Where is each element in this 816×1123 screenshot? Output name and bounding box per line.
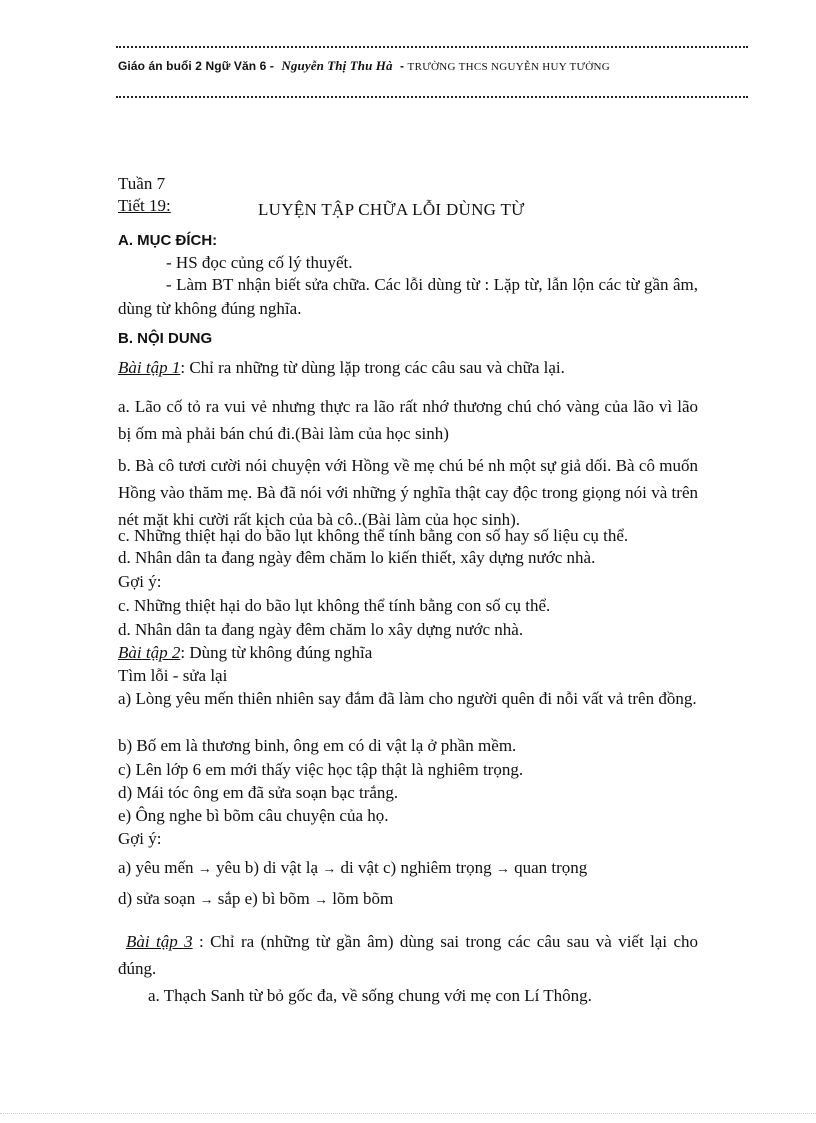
section-b-heading: B. NỘI DUNG [118,330,213,347]
arrow-icon: → [495,862,510,877]
exercise-2-prompt: : Dùng từ không đúng nghĩa [180,643,373,662]
hint-2-quan-trong: quan trọng [514,858,588,877]
week-label: Tuần 7 [118,174,166,193]
objective-2: - Làm BT nhận biết sửa chữa. Các lỗi dùng từ : Lặp từ, lẫn lộn các từ gần âm, dùng từ không đúng nghĩa. [118,275,698,318]
arrow-icon: → [199,893,214,908]
hint-1-d: d. Nhân dân ta đang ngày đêm chăm lo xây dựng nước nhà. [118,620,524,639]
lesson-label: Tiết 19: [118,196,171,215]
arrow-icon: → [322,862,337,877]
section-a-heading: A. MỤC ĐÍCH: [118,232,218,249]
exercise-1-item-c: c. Những thiệt hại do bão lụt không thể tính bằng con số hay số liệu cụ thể. [118,526,629,545]
page-header [118,58,610,74]
exercise-2-label: Bài tập 2 [118,643,181,662]
hint-1-c: c. Những thiệt hại do bão lụt không thể tính bằng con số cụ thể. [118,596,551,615]
exercise-3-prompt: : Chỉ ra (những từ gần âm) dùng sai trong các câu sau và viết lại cho đúng. [118,932,698,978]
exercise-2-heading [118,643,372,663]
header-course: Giáo án buổi 2 Ngữ Văn 6 - [118,59,274,73]
exercise-2-item-d: d) Mái tóc ông em đã sửa soạn bạc trắng. [118,783,399,802]
exercise-1-label: Bài tập 1 [118,358,181,377]
hint-2-nghiem-trong: di vật c) nghiêm trọng [340,858,492,877]
hint-2-di-vat: yêu b) di vật lạ [216,858,318,877]
hint-1-label: Gợi ý: [118,572,162,591]
arrow-icon: → [314,893,329,908]
header-school: TRƯỜNG THCS NGUYỄN HUY TƯỞNG [407,61,611,73]
hint-2-bi-bom: sắp e) bì bõm [217,889,310,908]
objective-1: - HS đọc củng cố lý thuyết. [166,253,353,272]
page-title: LUYỆN TẬP CHỮA LỖI DÙNG TỪ [258,200,525,219]
header-author: Nguyễn Thị Thu Hà [281,58,393,73]
hint-2-line-1 [118,858,587,878]
exercise-1-item-d: d. Nhân dân ta đang ngày đêm chăm lo kiến thiết, xây dựng nước nhà. [118,548,596,567]
exercise-3-label: Bài tập 3 [126,932,193,951]
exercise-1-item-b: b. Bà cô tươi cười nói chuyện với Hồng về mẹ chú bé nh một sự giả dối. Bà cô muốn Hồng vào thăm mẹ. Bà đã nói với những ý nghĩa thật cay độc trong giọng nói và trên nét mặt khi cười rất kịch của bà cô..(Bài làm của học sinh). [118,456,698,529]
arrow-icon: → [197,862,212,877]
exercise-2-item-b: b) Bố em là thương binh, ông em có di vật lạ ở phần mềm. [118,736,517,755]
hint-2-sua-soan: d) sửa soạn [118,889,196,908]
header-separator: - [400,59,405,73]
header-top-rule [116,46,748,48]
hint-2-lom-bom: lõm bõm [332,889,394,908]
exercise-1-heading [118,358,565,378]
exercise-3-heading [118,928,698,982]
hint-2-yeu-men: a) yêu mến [118,858,194,877]
hint-2-line-2 [118,889,393,909]
exercise-2-item-a: a) Lòng yêu mến thiên nhiên say đắm đã làm cho người quên đi nỗi vất vả trên đồng. [118,689,697,708]
page-bottom-rule [0,1113,816,1114]
exercise-2-item-c: c) Lên lớp 6 em mới thấy việc học tập thật là nghiêm trọng. [118,760,524,779]
header-bottom-rule [116,96,748,98]
hint-2-label: Gợi ý: [118,829,162,848]
exercise-1-item-a: a. Lão cố tỏ ra vui vẻ nhưng thực ra lão rất nhớ thương chú chó vàng của lão vì lão bị ốm mà phải bán chú đi.(Bài làm của học sinh) [118,397,698,443]
exercise-2-subheading: Tìm lỗi - sửa lại [118,666,228,685]
exercise-2-item-e: e) Ông nghe bì bõm câu chuyện của họ. [118,806,389,825]
exercise-3-item-a: a. Thạch Sanh từ bỏ gốc đa, về sống chung với mẹ con Lí Thông. [148,986,592,1005]
exercise-1-prompt: : Chỉ ra những từ dùng lặp trong các câu sau và chữa lại. [180,358,565,377]
